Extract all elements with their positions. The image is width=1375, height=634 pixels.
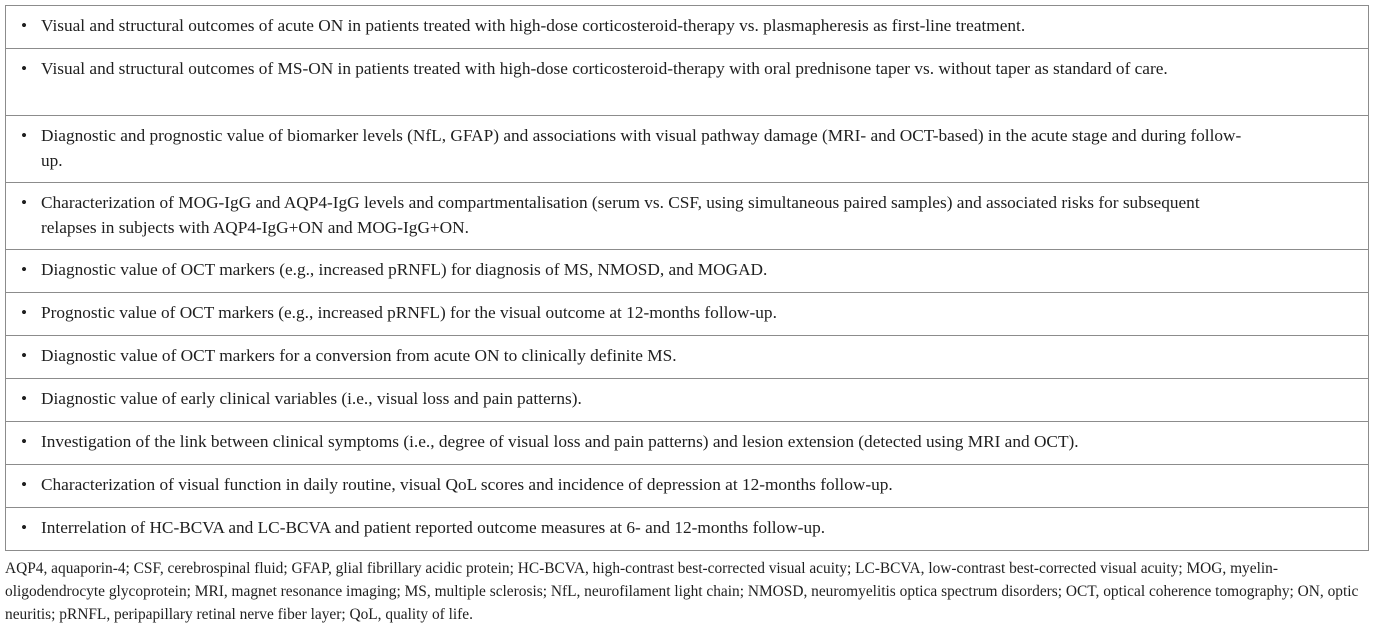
bullet-icon: • [21, 518, 28, 537]
table-cell [6, 49, 1369, 116]
table-row [6, 49, 1369, 116]
bullet-icon: • [21, 303, 28, 322]
table-row [6, 116, 1369, 183]
table-row [6, 422, 1369, 465]
bullet-icon: • [21, 126, 28, 145]
table-cell [6, 465, 1369, 508]
row-text: Diagnostic value of OCT markers (e.g., increased pRNFL) for diagnosis of MS, NMOSD, and MOGAD. [41, 260, 768, 279]
row-text: Visual and structural outcomes of acute ON in patients treated with high-dose corticosteroid-therapy vs. plasmapheresis as first-line treatment. [41, 16, 1026, 35]
bullet-icon: • [21, 193, 28, 212]
bullet-icon: • [21, 389, 28, 408]
table-row [6, 508, 1369, 551]
table-row [6, 250, 1369, 293]
table-cell [6, 293, 1369, 336]
row-text: Diagnostic and prognostic value of biomarker levels (NfL, GFAP) and associations with visual pathway damage (MRI- and OCT-based) in the acute stage and during follow-up. [41, 126, 1242, 170]
outcomes-table [5, 5, 1369, 551]
table-row [6, 183, 1369, 250]
table-cell [6, 336, 1369, 379]
table-row [6, 6, 1369, 49]
table-row [6, 465, 1369, 508]
bullet-icon: • [21, 16, 28, 35]
table-row [6, 293, 1369, 336]
row-text: Characterization of visual function in daily routine, visual QoL scores and incidence of depression at 12-months follow-up. [41, 475, 893, 494]
table-cell [6, 183, 1369, 250]
bullet-icon: • [21, 260, 28, 279]
outcomes-table-container [5, 5, 1369, 551]
row-text: Visual and structural outcomes of MS-ON in patients treated with high-dose corticosteroid-therapy with oral prednisone taper vs. without taper as standard of care. [41, 59, 1168, 78]
bullet-icon: • [21, 432, 28, 451]
row-text: Diagnostic value of OCT markers for a conversion from acute ON to clinically definite MS. [41, 346, 677, 365]
table-row [6, 336, 1369, 379]
table-cell [6, 379, 1369, 422]
abbreviations-footnote: AQP4, aquaporin-4; CSF, cerebrospinal fluid; GFAP, glial fibrillary acidic protein; HC-BCVA, high-contrast best-corrected visual acuity; LC-BCVA, low-contrast best-corrected visual acuity; MOG, myelin-oligodendrocyte glycoprotein; MRI, magnet resonance imaging; MS, multiple sclerosis; NfL, neurofilament light chain; NMOSD, neuromyelitis optica spectrum disorders; OCT, optical coherence tomography; ON, optic neuritis; pRNFL, peripapillary retinal nerve fiber layer; QoL, quality of life. [5, 560, 1359, 623]
row-text: Investigation of the link between clinical symptoms (i.e., degree of visual loss and pain patterns) and lesion extension (detected using MRI and OCT). [41, 432, 1079, 451]
table-cell [6, 508, 1369, 551]
bullet-icon: • [21, 346, 28, 365]
row-text: Diagnostic value of early clinical variables (i.e., visual loss and pain patterns). [41, 389, 582, 408]
table-cell [6, 422, 1369, 465]
outcomes-table-body [6, 6, 1369, 551]
bullet-icon: • [21, 59, 28, 78]
table-cell [6, 250, 1369, 293]
row-text: Characterization of MOG-IgG and AQP4-IgG levels and compartmentalisation (serum vs. CSF, using simultaneous paired samples) and associated risks for subsequent relapses in subjects with AQP4-IgG+ON and MOG-IgG+ON. [41, 193, 1200, 237]
table-row [6, 379, 1369, 422]
row-text: Prognostic value of OCT markers (e.g., increased pRNFL) for the visual outcome at 12-months follow-up. [41, 303, 777, 322]
row-text: Interrelation of HC-BCVA and LC-BCVA and patient reported outcome measures at 6- and 12-months follow-up. [41, 518, 826, 537]
bullet-icon: • [21, 475, 28, 494]
table-cell [6, 116, 1369, 183]
table-cell [6, 6, 1369, 49]
